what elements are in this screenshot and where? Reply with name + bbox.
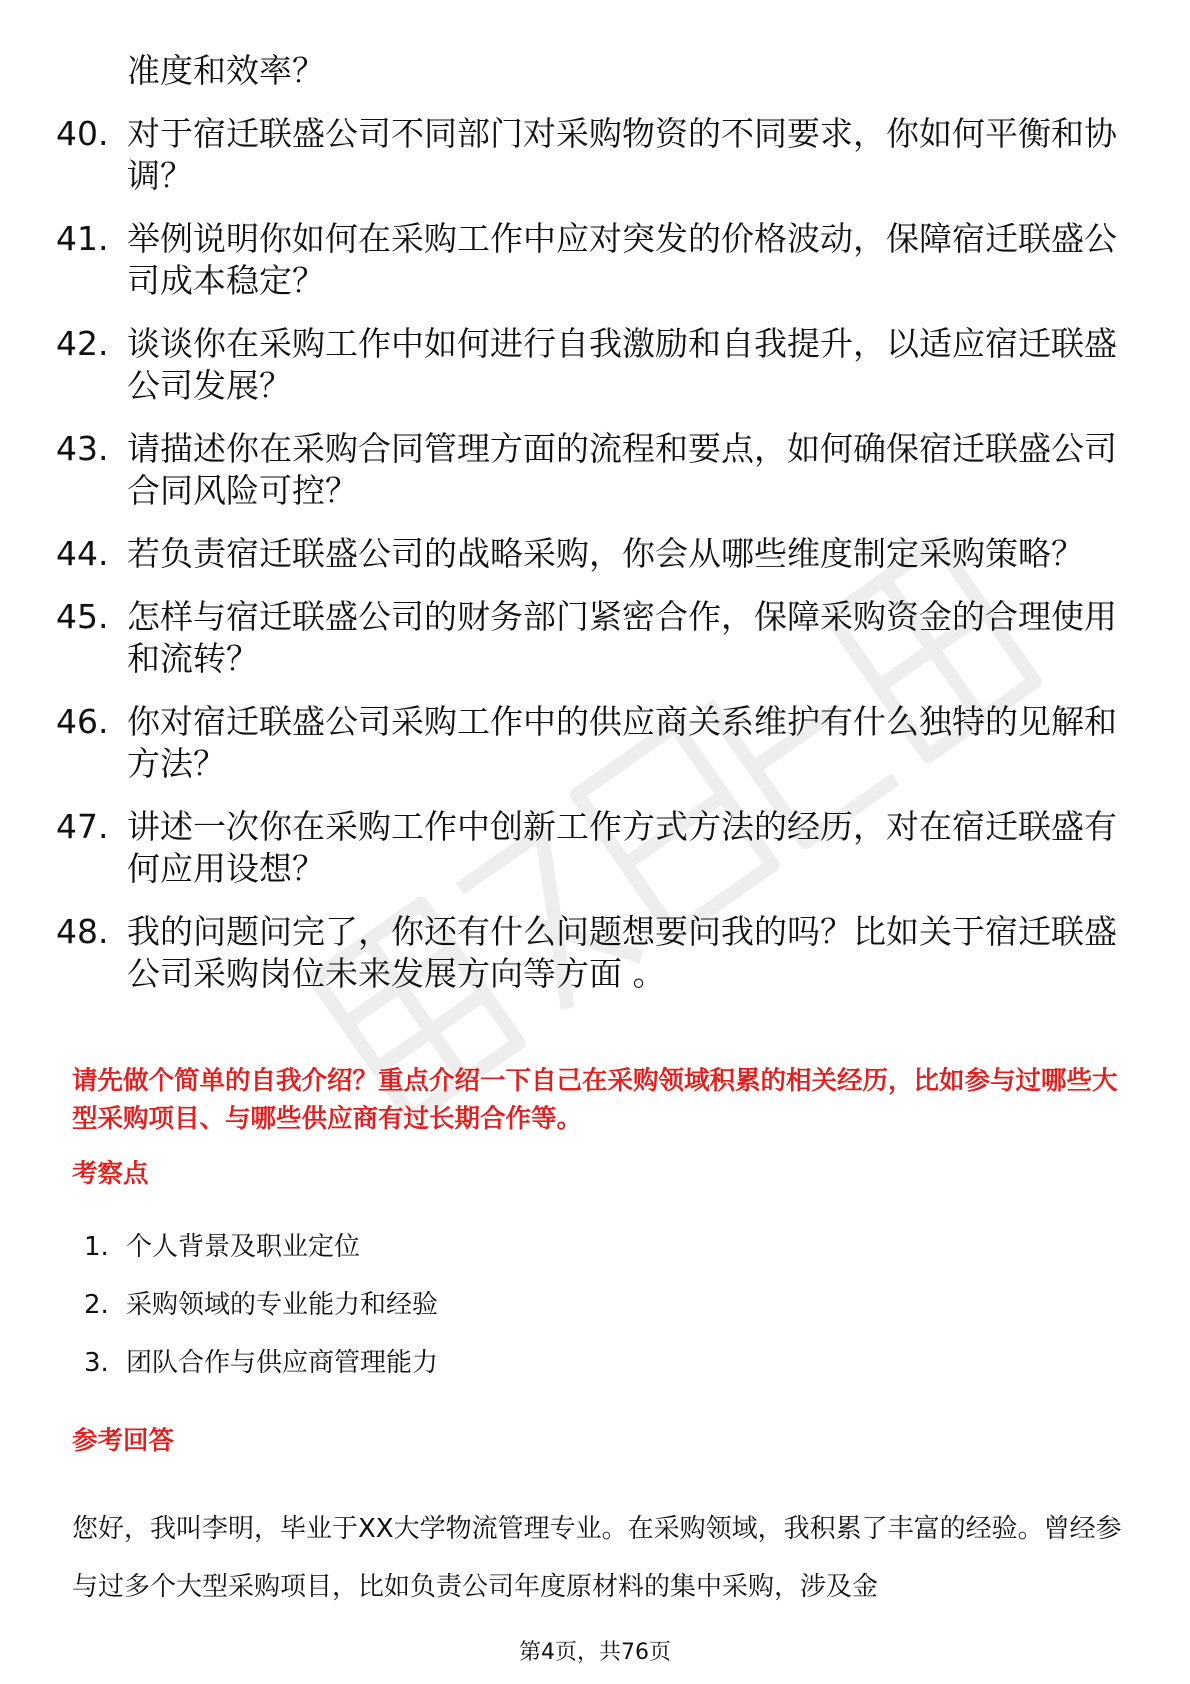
question-item-42: [56, 323, 1136, 407]
question-item-48: [56, 911, 1136, 995]
question-text: 讲述一次你在采购工作中创新工作方式方法的经历，对在宿迁联盛有何应用设想？: [127, 807, 1117, 888]
point-number: 2.: [84, 1290, 109, 1320]
question-number: 46.: [56, 702, 109, 741]
point-text: 团队合作与供应商管理能力: [126, 1348, 439, 1378]
question-item-41: [56, 218, 1136, 302]
question-item-40: [56, 113, 1136, 197]
question-item-47: [56, 806, 1136, 890]
points-title: 考察点: [72, 1159, 149, 1189]
page-footer: 第4页，共76页: [519, 1640, 671, 1665]
point-text: 采购领域的专业能力和经验: [126, 1290, 439, 1320]
answer-text: 您好，我叫李明，毕业于XX大学物流管理专业。在采购领域，我积累了丰富的经验。曾经参与过多个大型采购项目，比如负责公司年度原材料的集中采购，涉及金: [72, 1514, 1122, 1602]
question-number: 47.: [56, 807, 109, 846]
question-text: 请描述你在采购合同管理方面的流程和要点，如何确保宿迁联盛公司合同风险可控？: [127, 429, 1117, 510]
question-text: 你对宿迁联盛公司采购工作中的供应商关系维护有什么独特的见解和方法？: [127, 702, 1117, 783]
points-list: [84, 1230, 438, 1404]
point-item: [84, 1346, 438, 1380]
point-number: 3.: [84, 1348, 109, 1378]
question-item-43: [56, 428, 1136, 512]
question-text: 我的问题问完了，你还有什么问题想要问我的吗？比如关于宿迁联盛公司采购岗位未来发展方向等方面 。: [127, 912, 1117, 993]
point-item: [84, 1230, 438, 1264]
point-text: 个人背景及职业定位: [126, 1232, 361, 1262]
question-text: 对于宿迁联盛公司不同部门对采购物资的不同要求，你如何平衡和协调？: [127, 114, 1117, 195]
point-item: [84, 1288, 438, 1322]
question-text: 举例说明你如何在采购工作中应对突发的价格波动，保障宿迁联盛公司成本稳定？: [127, 219, 1117, 300]
question-number: 40.: [56, 114, 109, 153]
question-item-46: [56, 701, 1136, 785]
question-number: 44.: [56, 534, 109, 573]
question-number: 42.: [56, 324, 109, 363]
point-number: 1.: [84, 1232, 109, 1262]
answer-title: 参考回答: [72, 1426, 175, 1456]
question-list: [56, 113, 1136, 1016]
question-item-44: [56, 533, 1136, 575]
question-text: 谈谈你在采购工作中如何进行自我激励和自我提升，以适应宿迁联盛公司发展？: [127, 324, 1117, 405]
question-number: 43.: [56, 429, 109, 468]
question-number: 45.: [56, 597, 109, 636]
question-number: 41.: [56, 219, 109, 258]
question-number: 48.: [56, 912, 109, 951]
highlight-question: 请先做个简单的自我介绍？重点介绍一下自己在采购领域积累的相关经历，比如参与过哪些大型采购项目、与哪些供应商有过长期合作等。: [72, 1066, 1118, 1134]
question-item-45: [56, 596, 1136, 680]
continuation-text: 准度和效率？: [127, 51, 325, 90]
question-text: 若负责宿迁联盛公司的战略采购，你会从哪些维度制定采购策略？: [127, 534, 1084, 573]
question-text: 怎样与宿迁联盛公司的财务部门紧密合作，保障采购资金的合理使用和流转？: [127, 597, 1117, 678]
